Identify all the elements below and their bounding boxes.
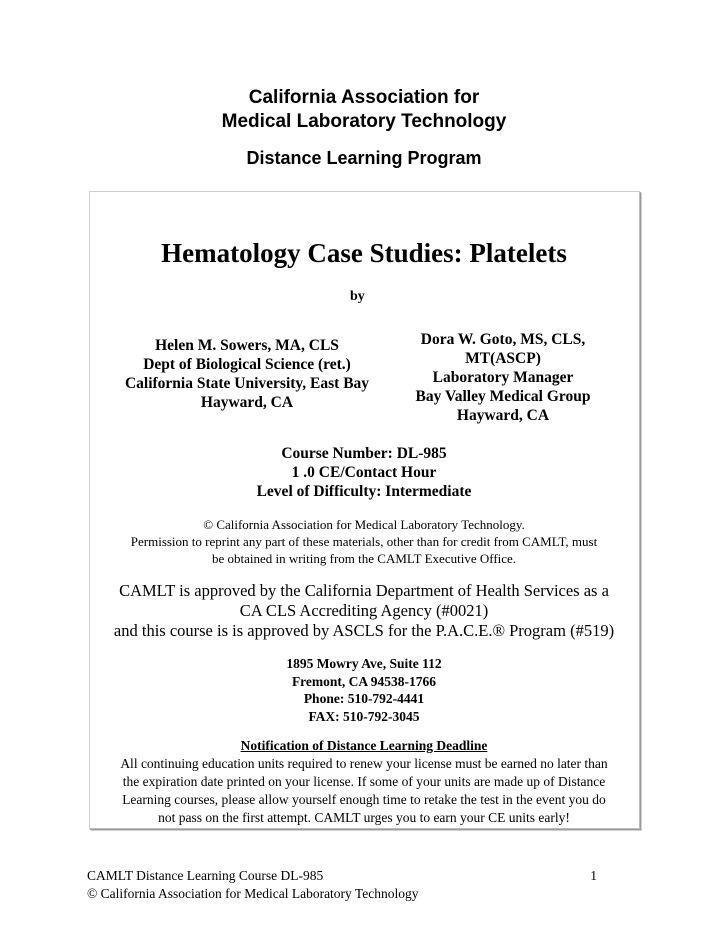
difficulty-level: Level of Difficulty: Intermediate	[256, 483, 472, 500]
course-info-box	[89, 191, 640, 829]
notice-line: Learning courses, please allow yourself enough time to retake the test in the event you do	[122, 792, 606, 807]
copyright-notice	[94, 516, 634, 567]
author-line: Dept of Biological Science (ret.)	[143, 356, 351, 373]
page-number: 1	[590, 868, 597, 883]
program-name: Distance Learning Program	[246, 148, 482, 168]
org-name-line1: California Association for	[248, 87, 480, 108]
contact-address	[0, 655, 728, 725]
approval-statement	[94, 581, 634, 641]
page-footer	[87, 867, 617, 903]
author-line: Hayward, CA	[200, 394, 294, 411]
author-line: Bay Valley Medical Group	[415, 388, 591, 405]
deadline-notice	[94, 737, 634, 827]
approval-line: CA CLS Accrediting Agency (#0021)	[239, 601, 489, 620]
by-label: by	[350, 289, 365, 304]
course-details	[0, 444, 728, 501]
author-line: California State University, East Bay	[124, 375, 370, 392]
author-line: Helen M. Sowers, MA, CLS	[155, 337, 339, 354]
notice-line: All continuing education units required to renew your license must be earned no later than	[120, 756, 608, 771]
notice-heading: Notification of Distance Learning Deadline	[240, 738, 488, 753]
notice-line: the expiration date printed on your license. If some of your units are made up of Distance	[122, 774, 606, 789]
copyright-line: Permission to reprint any part of these materials, other than for credit from CAMLT, must	[130, 534, 598, 549]
address-phone: Phone: 510-792-4441	[303, 691, 425, 706]
org-name-line2: Medical Laboratory Technology	[221, 111, 507, 132]
author-line: Dora W. Goto, MS, CLS,	[420, 331, 586, 348]
notice-line: not pass on the first attempt. CAMLT urges you to earn your CE units early!	[158, 810, 570, 825]
author-line: Laboratory Manager	[432, 369, 574, 386]
ce-hours: 1 .0 CE/Contact Hour	[291, 464, 437, 481]
approval-line: and this course is is approved by ASCLS for the P.A.C.E.® Program (#519)	[113, 621, 615, 640]
address-street: 1895 Mowry Ave, Suite 112	[286, 656, 442, 671]
course-number: Course Number: DL-985	[281, 445, 447, 462]
organization-header	[0, 86, 728, 169]
address-fax: FAX: 510-792-3045	[308, 708, 420, 724]
course-title: Hematology Case Studies: Platelets	[161, 238, 567, 268]
footer-course-line: CAMLT Distance Learning Course DL-985	[87, 868, 324, 883]
author-line: MT(ASCP)	[465, 350, 541, 367]
address-city: Fremont, CA 94538-1766	[291, 673, 437, 689]
author-dora-goto	[400, 330, 606, 425]
copyright-line: be obtained in writing from the CAMLT Executive Office.	[211, 551, 517, 566]
copyright-line: © California Association for Medical Laboratory Technology.	[203, 517, 525, 532]
approval-line: CAMLT is approved by the California Department of Health Services as a	[119, 581, 609, 600]
author-line: Hayward, CA	[456, 407, 550, 424]
footer-copyright: © California Association for Medical Laboratory Technology	[87, 886, 419, 901]
author-helen-sowers	[104, 336, 390, 412]
